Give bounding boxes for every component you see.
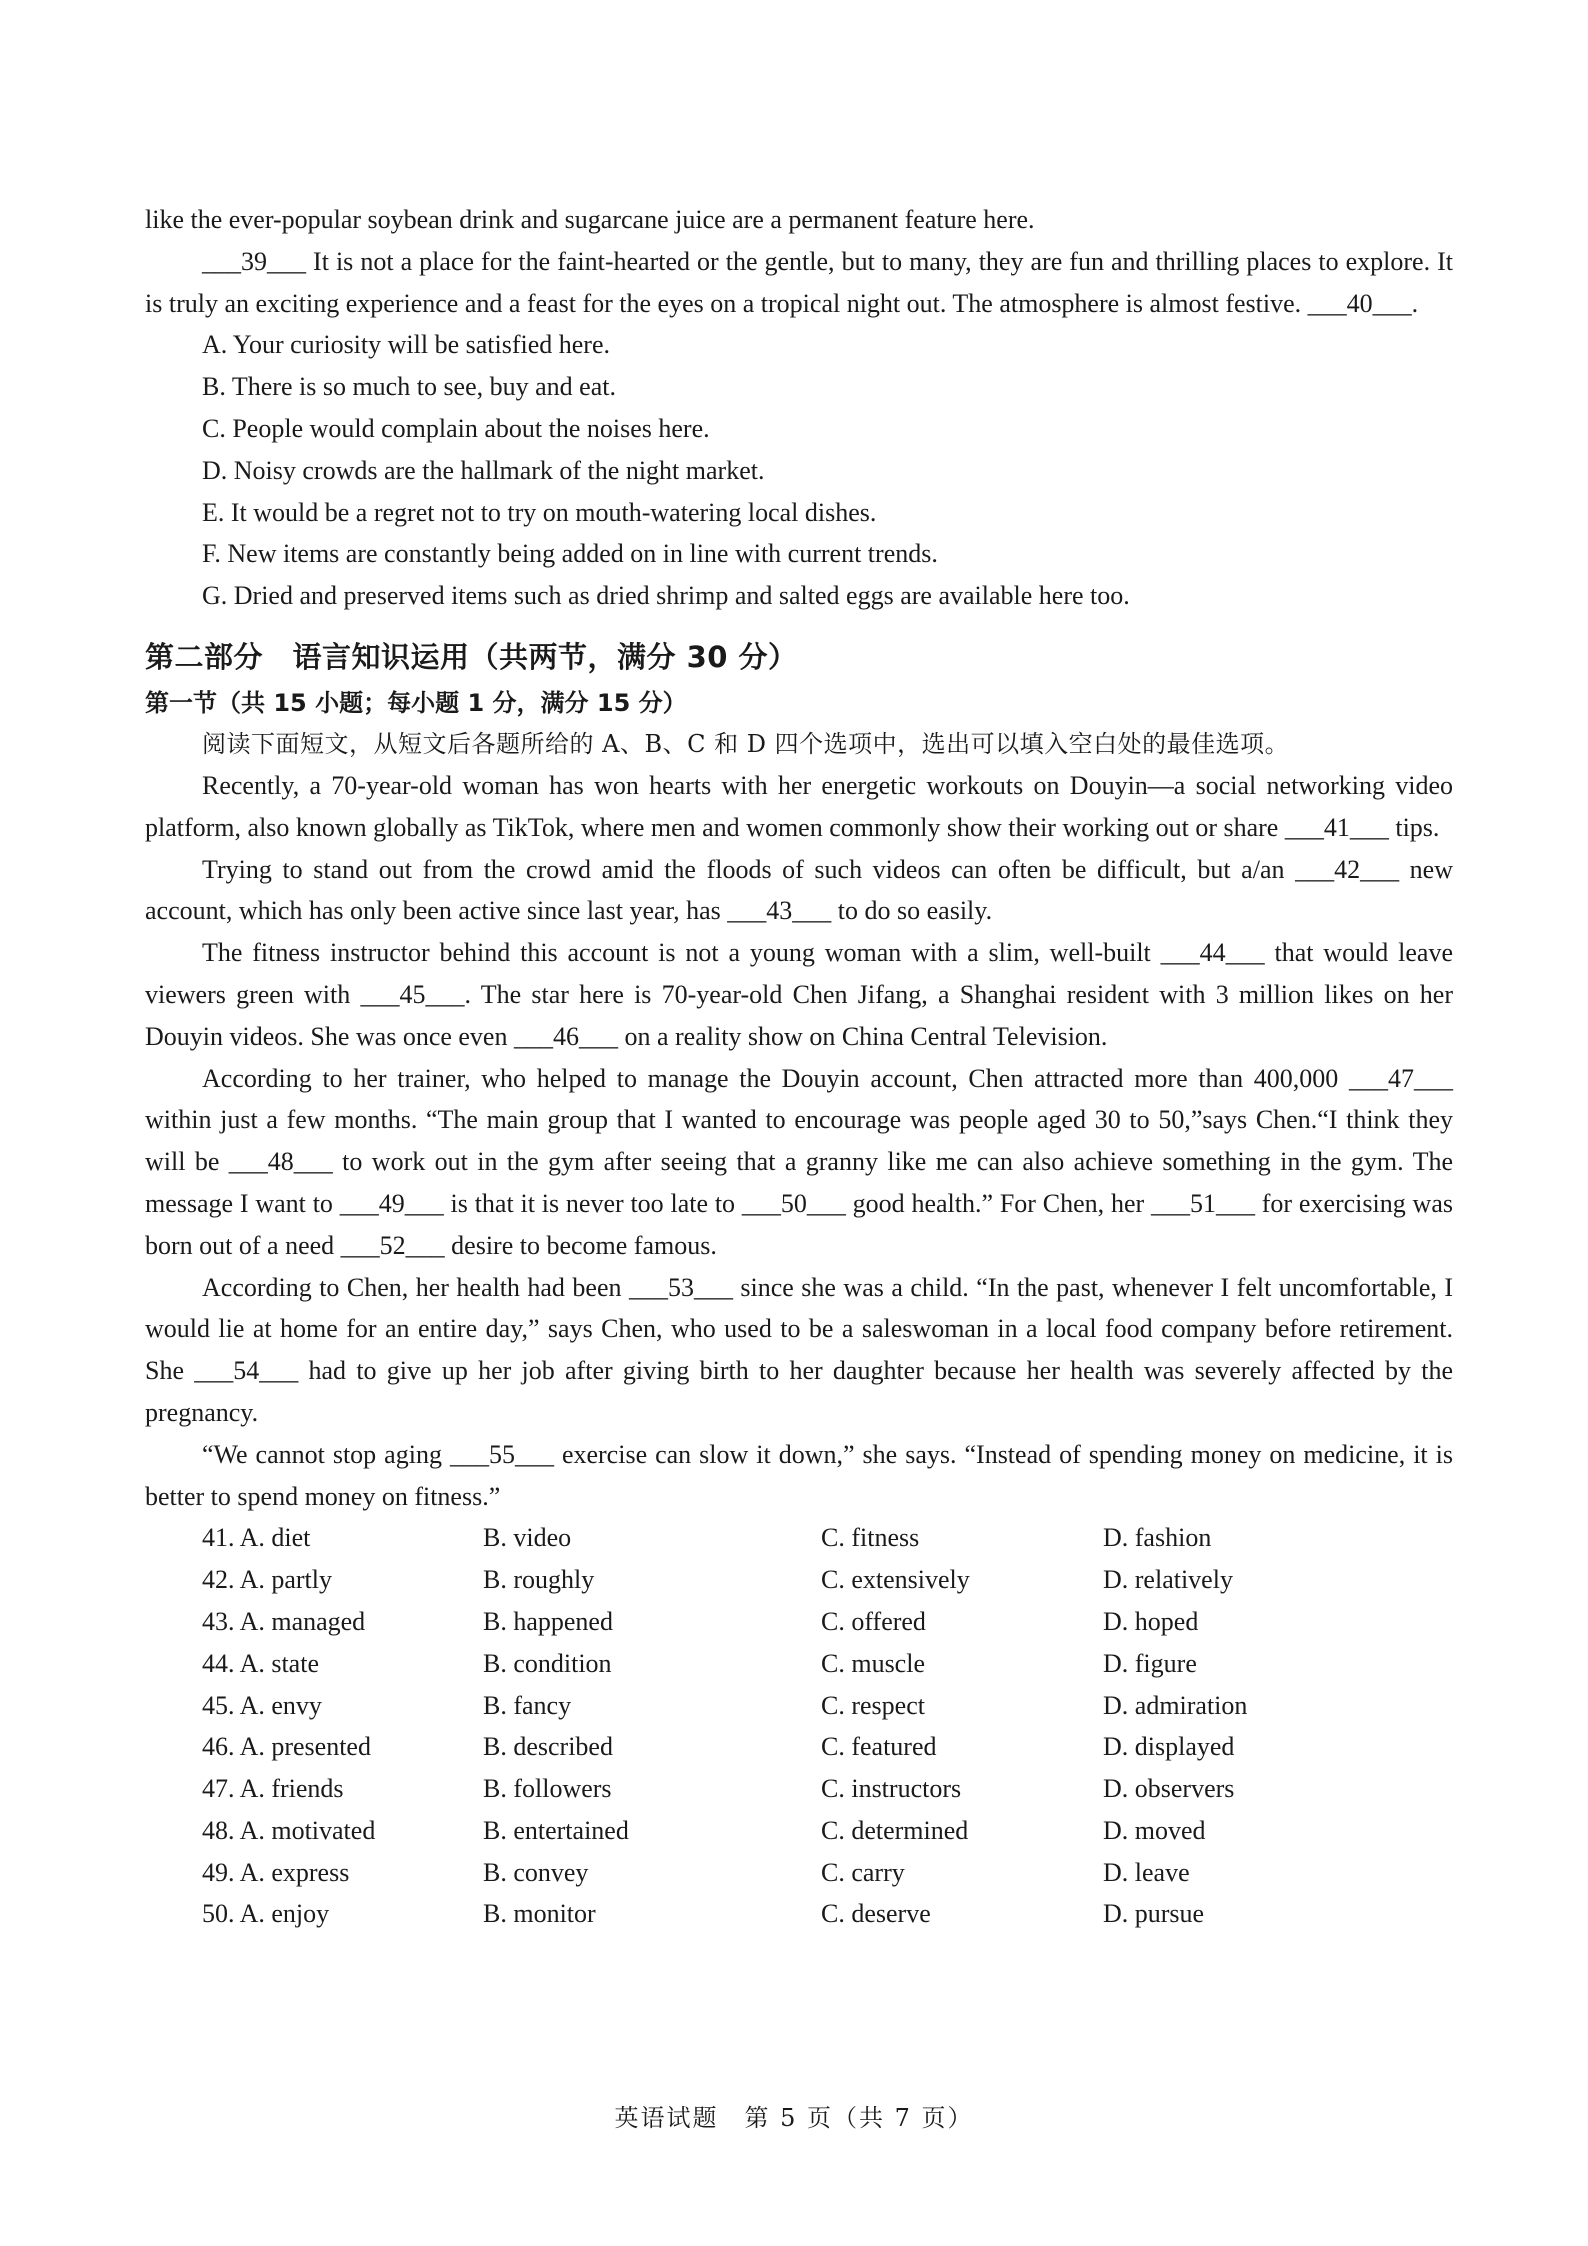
choice-d: D. admiration	[1103, 1690, 1248, 1720]
choice-b: B. fancy	[483, 1690, 572, 1720]
answer-choices	[145, 1517, 1453, 1935]
section-one-heading: 第一节（共 15 小题；每小题 1 分，满分 15 分）	[145, 688, 687, 717]
choice-c: C. muscle	[821, 1648, 925, 1678]
choice-b: B. video	[483, 1523, 572, 1553]
choice-a: 50. A. enjoy	[202, 1899, 330, 1929]
choice-row	[145, 1559, 1453, 1601]
option-e: E. It would be a regret not to try on mouth-watering local dishes.	[202, 497, 877, 527]
choice-a: 49. A. express	[202, 1857, 350, 1887]
choice-c: C. featured	[821, 1732, 937, 1762]
choice-c: C. determined	[821, 1815, 969, 1845]
choice-b: B. entertained	[483, 1815, 629, 1845]
choice-b: B. monitor	[483, 1899, 596, 1929]
choice-a: 47. A. friends	[202, 1774, 344, 1804]
choice-row	[145, 1810, 1453, 1852]
choice-row	[145, 1768, 1453, 1810]
choice-a: 45. A. envy	[202, 1690, 322, 1720]
reading-paragraph: like the ever-popular soybean drink and sugarcane juice are a permanent feature here.	[145, 205, 1035, 234]
choice-d: D. relatively	[1103, 1565, 1233, 1595]
choice-a: 43. A. managed	[202, 1606, 366, 1636]
choice-row	[145, 1893, 1453, 1935]
option-c: C. People would complain about the noises here.	[202, 413, 710, 443]
reading-paragraph: ___39___ It is not a place for the faint-hearted or the gentle, but to many, they are fun and thrilling places to explore. It is truly an exciting experience and a feast for the eyes on a tropical night out. The atmosphere is almost festive. ___40___.	[145, 246, 1453, 318]
choice-a: 44. A. state	[202, 1648, 319, 1678]
choice-c: C. fitness	[821, 1523, 920, 1553]
seven-choose-five-options	[145, 324, 1453, 617]
choice-d: D. hoped	[1103, 1606, 1199, 1636]
choice-d: D. displayed	[1103, 1732, 1235, 1762]
option-g: G. Dried and preserved items such as dried shrimp and salted eggs are available here too.	[202, 581, 1130, 611]
cloze-paragraph: Recently, a 70-year-old woman has won hearts with her energetic workouts on Douyin—a social networking video platform, also known globally as TikTok, where men and women commonly show their working out or share ___41___ tips.	[145, 770, 1453, 842]
option-d: D. Noisy crowds are the hallmark of the night market.	[202, 455, 765, 485]
cloze-paragraph: Trying to stand out from the crowd amid the floods of such videos can often be difficult, but a/an ___42___ new account, which has only been active since last year, has ___43___ to do so easily.	[145, 854, 1453, 926]
option-f: F. New items are constantly being added on in line with current trends.	[202, 539, 938, 569]
choice-row	[145, 1726, 1453, 1768]
choice-c: C. carry	[821, 1857, 905, 1887]
choice-b: B. followers	[483, 1774, 612, 1804]
choice-row	[145, 1852, 1453, 1894]
option-a: A. Your curiosity will be satisfied here.	[202, 330, 611, 360]
choice-d: D. fashion	[1103, 1523, 1212, 1553]
choice-a: 46. A. presented	[202, 1732, 371, 1762]
cloze-passage	[145, 765, 1453, 1517]
choice-row	[145, 1643, 1453, 1685]
cloze-paragraph: According to Chen, her health had been ___53___ since she was a child. “In the past, whenever I felt uncomfortable, I would lie at home for an entire day,” says Chen, who used to be a saleswoman in a local food company before retirement. She ___54___ had to give up her job after giving birth to her daughter because her health was severely affected by the pregnancy.	[145, 1272, 1453, 1427]
instruction-text: 阅读下面短文，从短文后各题所给的 A、B、C 和 D 四个选项中，选出可以填入空白处的最佳选项。	[202, 729, 1290, 758]
choice-d: D. pursue	[1103, 1899, 1205, 1929]
choice-row	[145, 1601, 1453, 1643]
choice-b: B. roughly	[483, 1565, 595, 1595]
part-two-heading: 第二部分 语言知识运用（共两节，满分 30 分）	[145, 639, 798, 674]
choice-b: B. condition	[483, 1648, 612, 1678]
cloze-paragraph: The fitness instructor behind this account is not a young woman with a slim, well-built ___44___ that would leave viewers green with ___45___. The star here is 70-year-old Chen Jifang, a Shanghai resident with 3 million likes on her Douyin videos. She was once even ___46___ on a reality show on China Central Television.	[145, 938, 1453, 1051]
choice-c: C. deserve	[821, 1899, 931, 1929]
choice-d: D. moved	[1103, 1815, 1206, 1845]
option-b: B. There is so much to see, buy and eat.	[202, 372, 616, 402]
choice-d: D. figure	[1103, 1648, 1197, 1678]
choice-a: 42. A. partly	[202, 1565, 332, 1595]
choice-a: 48. A. motivated	[202, 1815, 376, 1845]
choice-c: C. respect	[821, 1690, 925, 1720]
cloze-paragraph: “We cannot stop aging ___55___ exercise can slow it down,” she says. “Instead of spending money on medicine, it is better to spend money on fitness.”	[145, 1439, 1453, 1511]
choice-c: C. offered	[821, 1606, 926, 1636]
page-content	[145, 199, 1453, 1935]
choice-a: 41. A. diet	[202, 1523, 311, 1553]
choice-row	[145, 1685, 1453, 1727]
choice-d: D. leave	[1103, 1857, 1190, 1887]
choice-c: C. extensively	[821, 1565, 970, 1595]
choice-b: B. described	[483, 1732, 613, 1762]
cloze-paragraph: According to her trainer, who helped to manage the Douyin account, Chen attracted more than 400,000 ___47___ within just a few months. “The main group that I wanted to encourage was people aged 30 to 50,”says Chen.“I think they will be ___48___ to work out in the gym after seeing that a granny like me can also achieve something in the gym. The message I want to ___49___ is that it is never too late to ___50___ good health.” For Chen, her ___51___ for exercising was born out of a need ___52___ desire to become famous.	[145, 1063, 1453, 1260]
page-footer: 英语试题 第 5 页（共 7 页）	[614, 2104, 974, 2132]
choice-b: B. convey	[483, 1857, 589, 1887]
choice-c: C. instructors	[821, 1774, 962, 1804]
choice-b: B. happened	[483, 1606, 613, 1636]
choice-row	[145, 1517, 1453, 1559]
choice-d: D. observers	[1103, 1774, 1235, 1804]
